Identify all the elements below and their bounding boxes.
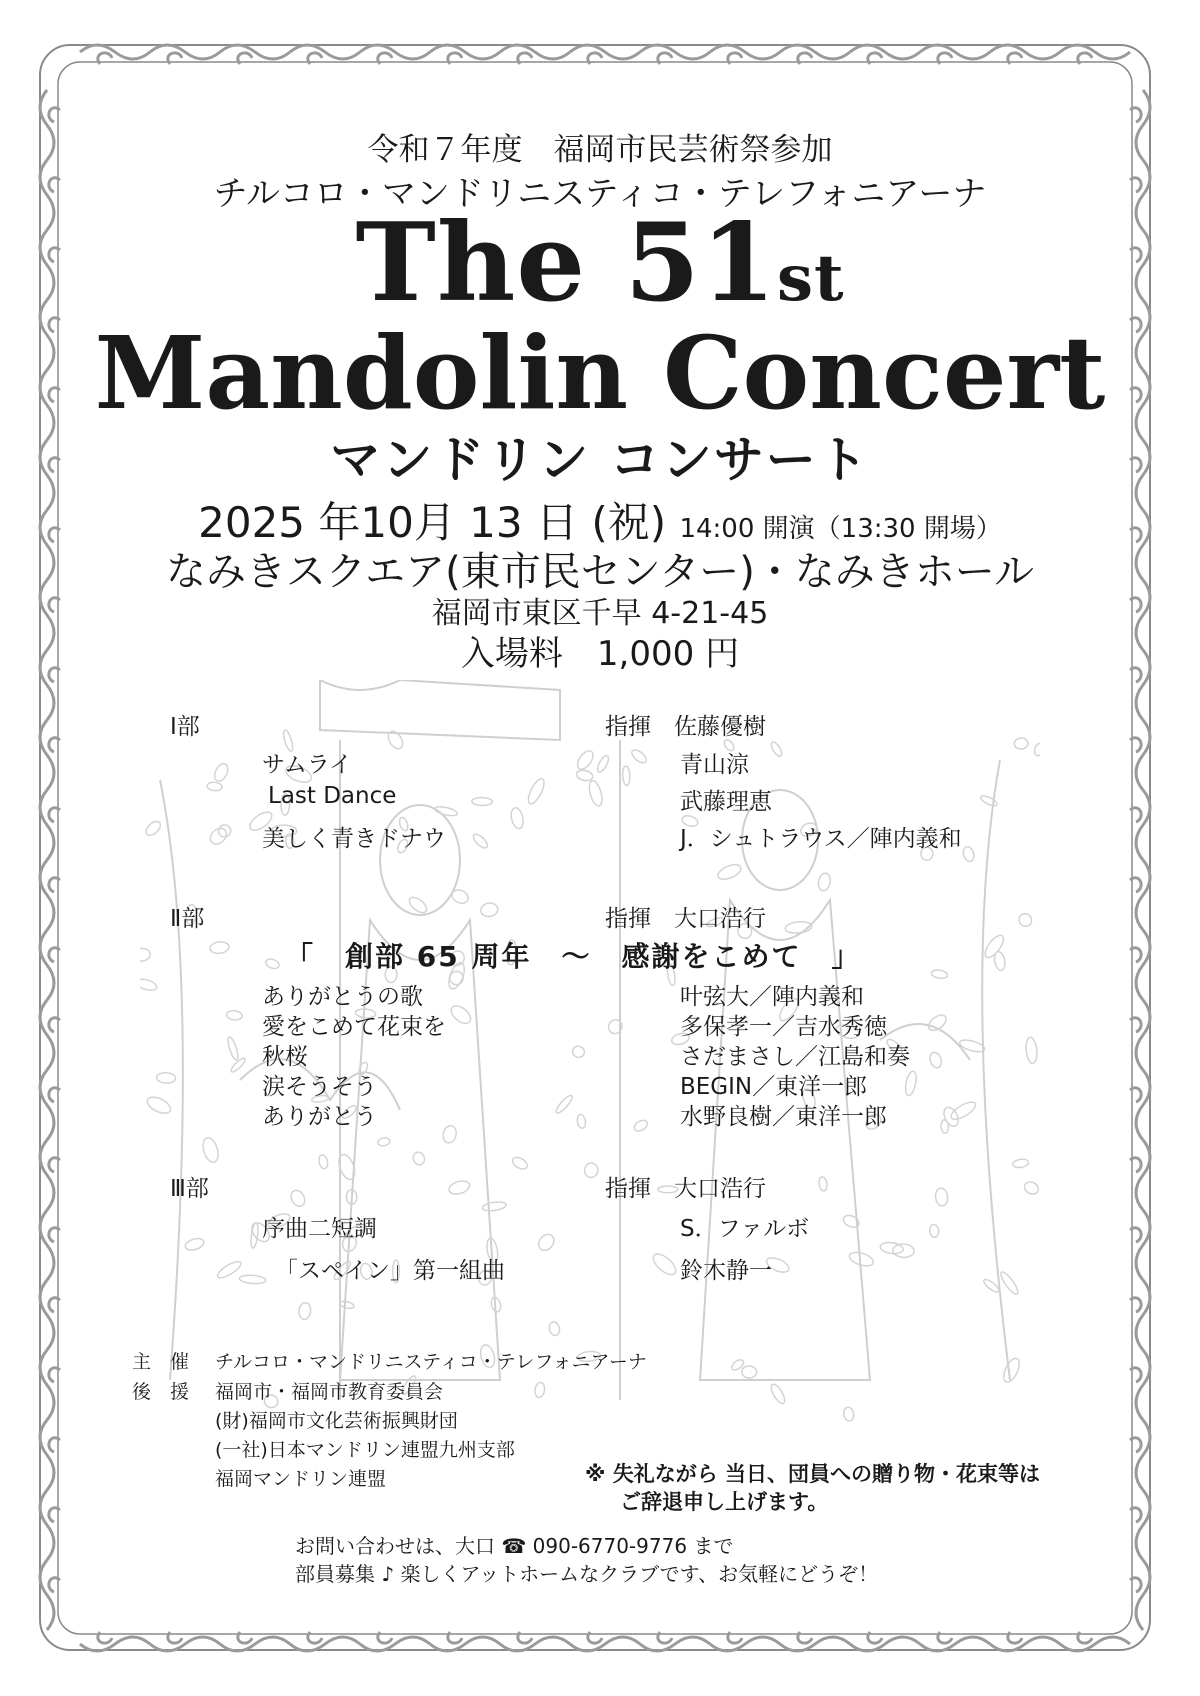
contact-line — [295, 1530, 733, 1559]
part3-composer-2: 鈴木静一 — [680, 1258, 772, 1284]
supporter-4: 福岡マンドリン連盟 — [215, 1468, 387, 1490]
event-venue: なみきスクエア(東市民センター)・なみきホール — [165, 549, 1034, 595]
part1-composer-2: 武藤理恵 — [680, 789, 772, 815]
organizer-name: チルコロ・マンドリニスティコ・テレフォニアーナ — [215, 1351, 647, 1373]
recruit-text: 楽しくアットホームなクラブです、お気軽にどうぞ！ — [400, 1562, 879, 1586]
part1-conductor: 指揮 佐藤優樹 — [605, 714, 766, 740]
part2-title-1: ありがとうの歌 — [262, 984, 423, 1010]
part2-composer-5: 水野良樹／東洋一郎 — [680, 1104, 887, 1130]
orchestra-name: チルコロ・マンドリニスティコ・テレフォニアーナ — [213, 174, 987, 214]
part1-label: Ⅰ部 — [170, 714, 200, 740]
part2-composer-4: BEGIN／東洋一郎 — [680, 1074, 868, 1100]
part3-title-2: 「スペイン」第一組曲 — [275, 1258, 505, 1284]
part2-conductor: 指揮 大口浩行 — [605, 906, 766, 932]
part1-title-1: サムライ — [262, 752, 353, 778]
event-address: 福岡市東区千早 4-21-45 — [431, 596, 769, 631]
part2-title-2: 愛をこめて花束を — [262, 1014, 446, 1040]
concert-title-line2: Mandolin Concert — [94, 314, 1106, 432]
gift-notice-line2: ご辞退申し上げます。 — [620, 1490, 829, 1514]
recruit-line — [295, 1558, 878, 1587]
music-note-icon: ♪ — [381, 1562, 395, 1586]
part2-label: Ⅱ部 — [170, 906, 205, 932]
recruit-label: 部員募集 — [295, 1562, 375, 1586]
organizer-label: 主 催 — [132, 1351, 190, 1373]
title-main: The 51 — [355, 200, 777, 326]
event-fee: 入場料 1,000 円 — [460, 634, 740, 674]
date-text: 2025 年10月 13 日 (祝) — [198, 498, 667, 547]
support-label: 後 援 — [132, 1381, 190, 1403]
part1-composer-3: J．シュトラウス／陣内義和 — [680, 826, 962, 852]
phone-icon: ☎ — [501, 1534, 527, 1558]
part3-conductor: 指揮 大口浩行 — [605, 1176, 766, 1202]
supporter-2: (財)福岡市文化芸術振興財団 — [215, 1410, 458, 1432]
part2-composer-1: 叶弦大／陣内義和 — [680, 984, 864, 1010]
supporter-3: (一社)日本マンドリン連盟九州支部 — [215, 1439, 515, 1461]
part1-title-3: 美しく青きドナウ — [262, 826, 446, 852]
part2-title-4: 涙そうそう — [262, 1074, 377, 1100]
part2-title-5: ありがとう — [262, 1104, 377, 1130]
part3-label: Ⅲ部 — [170, 1176, 209, 1202]
part3-title-1: 序曲二短調 — [262, 1216, 377, 1242]
contact-prefix: お問い合わせは、大口 — [295, 1534, 495, 1558]
part2-composer-3: さだまさし／江島和奏 — [680, 1044, 910, 1070]
part1-title-2: Last Dance — [268, 783, 397, 809]
title-suffix: st — [776, 241, 845, 316]
time-text: 14:00 開演（13:30 開場） — [679, 514, 1002, 544]
part1-composer-1: 青山涼 — [680, 752, 749, 778]
contact-phone: 090-6770-9776 まで — [532, 1534, 734, 1558]
part3-composer-1: S．ファルボ — [680, 1216, 810, 1242]
part2-anniversary-heading: 「 創部 65 周年 ～ 感謝をこめて 」 — [285, 940, 862, 973]
part2-title-3: 秋桜 — [262, 1044, 308, 1070]
concert-title-kana: マンドリン コンサート — [330, 431, 870, 489]
header-line1: 令和７年度 福岡市民芸術祭参加 — [367, 132, 833, 168]
gift-notice-line1: ※ 失礼ながら 当日、団員への贈り物・花束等は — [585, 1462, 1041, 1486]
part2-composer-2: 多保孝一／吉水秀徳 — [680, 1014, 887, 1040]
supporter-1: 福岡市・福岡市教育委員会 — [215, 1381, 444, 1403]
